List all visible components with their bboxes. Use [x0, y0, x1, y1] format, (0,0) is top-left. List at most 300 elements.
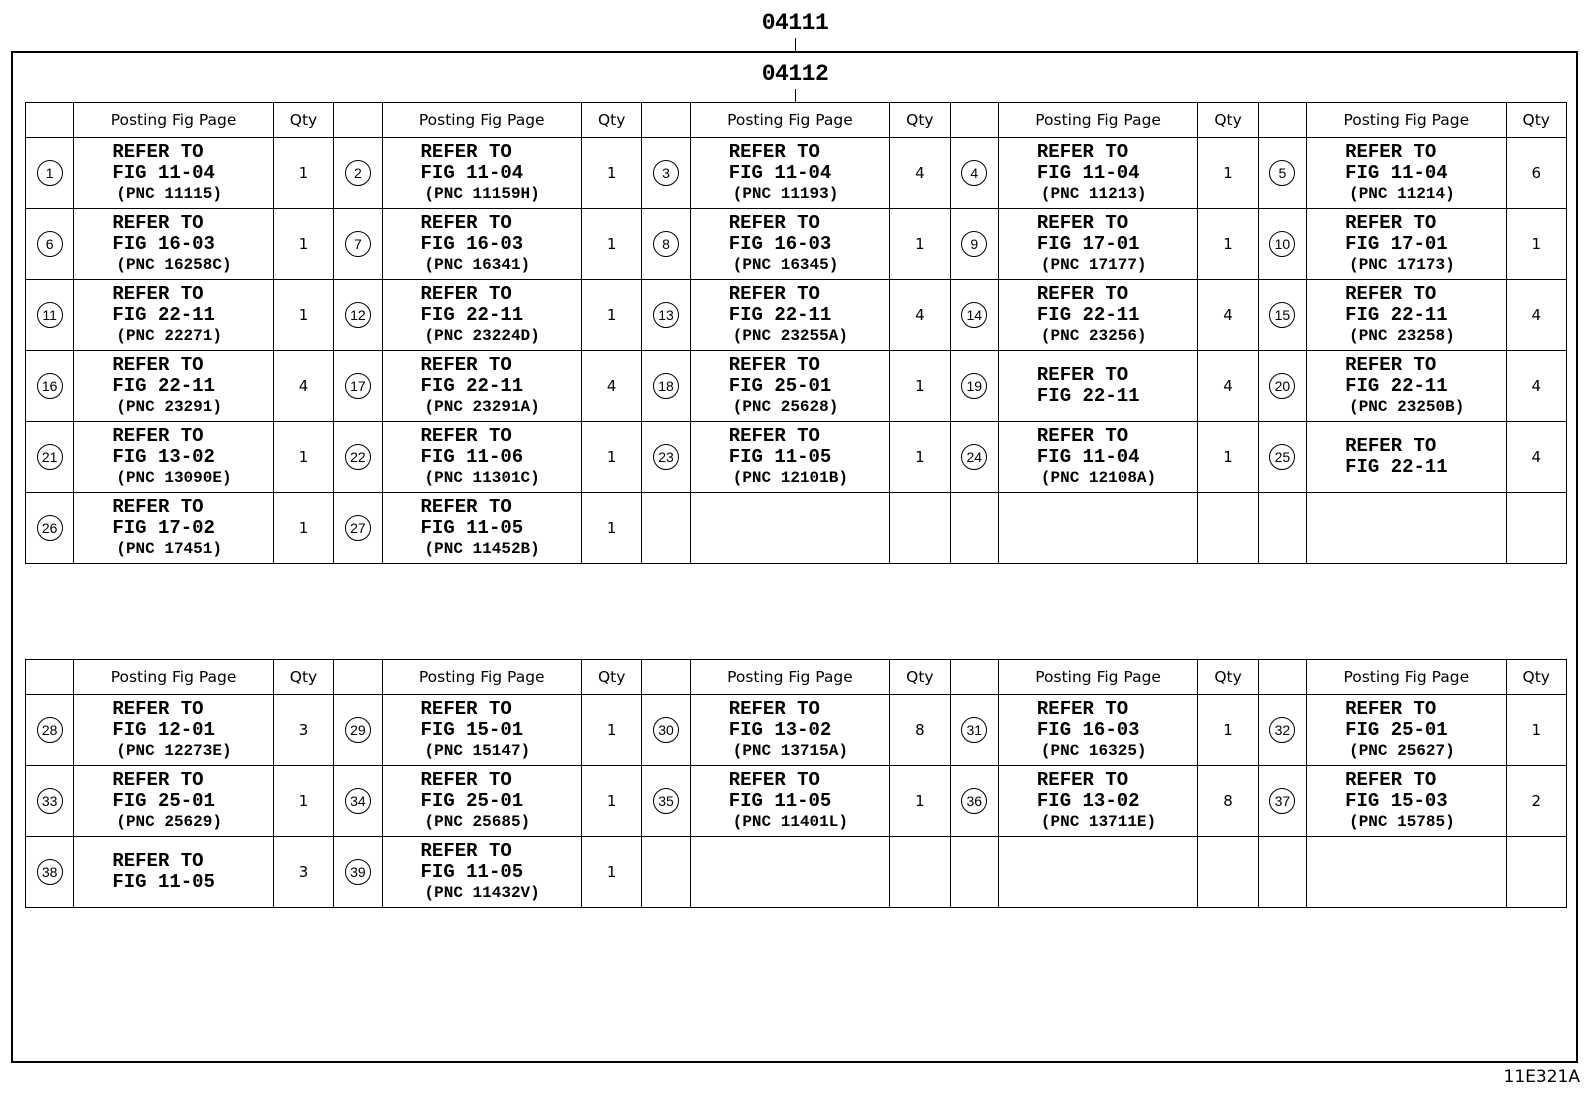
posting-fig-page-cell: [1307, 766, 1506, 837]
item-number-cell: [642, 493, 690, 564]
header-posting-fig-page: Posting Fig Page: [690, 660, 889, 695]
figure-reference: [74, 426, 272, 489]
qty-cell: 1: [273, 766, 333, 837]
qty-cell: 1: [890, 209, 950, 280]
item-number-cell: [642, 209, 690, 280]
qty-cell: 1: [273, 209, 333, 280]
qty-cell: 2: [1506, 766, 1566, 837]
item-number-cell: [26, 351, 74, 422]
refer-to-label: REFER TO: [1345, 768, 1437, 791]
figure-reference: [691, 213, 889, 276]
figure-number: FIG 11-05: [420, 516, 524, 539]
pnc-code: (PNC 25629): [116, 812, 222, 831]
posting-fig-page-cell: [1307, 138, 1506, 209]
figure-reference: [383, 355, 581, 418]
header-qty: Qty: [273, 660, 333, 695]
header-number-cell: [642, 660, 690, 695]
item-number-cell: [950, 837, 998, 908]
header-number-cell: [950, 660, 998, 695]
figure-number: FIG 11-06: [420, 445, 524, 468]
posting-fig-page-cell: [382, 280, 581, 351]
top-part-number: 04111: [761, 10, 829, 36]
qty-cell: 4: [1198, 351, 1258, 422]
figure-number: FIG 13-02: [112, 445, 215, 468]
posting-fig-page-cell: [74, 422, 273, 493]
figure-reference: [1307, 142, 1505, 205]
refer-to-label: REFER TO: [728, 697, 820, 720]
item-number-cell: [642, 138, 690, 209]
pnc-code: (PNC 13715A): [732, 741, 848, 760]
pnc-code: (PNC 17451): [116, 539, 222, 558]
figure-reference: [1307, 213, 1505, 276]
pnc-code: (PNC 23258): [1349, 326, 1455, 345]
header-posting-fig-page: Posting Fig Page: [74, 660, 273, 695]
illustration-code: 11E321A: [1503, 1067, 1580, 1087]
posting-fig-page-cell: [690, 280, 889, 351]
item-number-cell: [26, 766, 74, 837]
qty-cell: 1: [581, 138, 641, 209]
table-row: [26, 422, 1567, 493]
figure-number: FIG 13-02: [1036, 789, 1140, 812]
item-number-circle: 37: [1269, 788, 1295, 814]
qty-cell: 4: [890, 138, 950, 209]
item-number-circle: 33: [37, 788, 63, 814]
qty-cell: 1: [581, 695, 641, 766]
table-row: [26, 138, 1567, 209]
item-number-cell: [334, 837, 382, 908]
item-number-circle: 34: [345, 788, 371, 814]
qty-cell: 3: [273, 837, 333, 908]
figure-number: FIG 11-05: [728, 789, 832, 812]
item-number-cell: [26, 209, 74, 280]
item-number-cell: [1258, 837, 1306, 908]
qty-cell: 1: [581, 766, 641, 837]
item-number-cell: [26, 280, 74, 351]
pnc-code: (PNC 16345): [732, 255, 839, 274]
item-number-circle: 10: [1269, 231, 1295, 257]
item-number-cell: [334, 695, 382, 766]
header-number-cell: [26, 660, 74, 695]
figure-number: FIG 22-11: [112, 374, 215, 397]
pnc-code: (PNC 23291): [116, 397, 222, 416]
refer-to-label: REFER TO: [1036, 364, 1129, 386]
item-number-cell: [642, 766, 690, 837]
pnc-code: (PNC 11301C): [424, 468, 540, 487]
qty-cell: [1198, 837, 1258, 908]
item-number-circle: 29: [345, 717, 371, 743]
item-number-circle: 3: [653, 160, 679, 186]
refer-to-label: REFER TO: [420, 495, 512, 518]
pnc-code: (PNC 25628): [732, 397, 839, 416]
item-number-circle: 7: [345, 231, 371, 257]
item-number-circle: 17: [345, 373, 371, 399]
item-number-cell: [26, 695, 74, 766]
figure-number: FIG 22-11: [1036, 303, 1140, 326]
qty-cell: [1506, 837, 1566, 908]
table-row: [26, 209, 1567, 280]
figure-number: FIG 11-04: [420, 161, 524, 184]
refer-to-label: REFER TO: [420, 353, 512, 376]
item-number-cell: [950, 280, 998, 351]
pnc-code: (PNC 11115): [116, 184, 222, 203]
qty-cell: 4: [1506, 280, 1566, 351]
item-number-circle: 23: [653, 444, 679, 470]
qty-cell: [890, 837, 950, 908]
refer-to-label: REFER TO: [1036, 697, 1129, 720]
item-number-circle: 30: [653, 717, 679, 743]
item-number-cell: [334, 209, 382, 280]
item-number-circle: 28: [37, 717, 63, 743]
figure-reference: [691, 426, 889, 489]
qty-cell: [1506, 493, 1566, 564]
figure-reference: [691, 284, 889, 347]
figure-reference: [383, 142, 581, 205]
refer-to-label: REFER TO: [420, 282, 512, 305]
figure-number: FIG 17-02: [112, 516, 215, 539]
item-number-circle: 20: [1269, 373, 1295, 399]
header-number-cell: [1258, 660, 1306, 695]
qty-cell: 1: [581, 837, 641, 908]
qty-cell: 1: [1506, 209, 1566, 280]
refer-to-label: REFER TO: [420, 424, 512, 447]
figure-number: FIG 11-04: [1036, 161, 1140, 184]
pnc-code: (PNC 15147): [424, 741, 531, 760]
figure-number: FIG 22-11: [420, 374, 524, 397]
refer-to-label: REFER TO: [420, 697, 512, 720]
qty-cell: 1: [1198, 422, 1258, 493]
figure-reference: [691, 770, 889, 833]
item-number-cell: [642, 280, 690, 351]
figure-number: FIG 16-03: [1036, 718, 1140, 741]
header-qty: Qty: [1506, 660, 1566, 695]
header-posting-fig-page: Posting Fig Page: [998, 660, 1197, 695]
refer-to-label: REFER TO: [1345, 697, 1437, 720]
header-qty: Qty: [273, 103, 333, 138]
figure-reference: [74, 284, 272, 347]
item-number-cell: [950, 695, 998, 766]
item-number-cell: [950, 766, 998, 837]
item-number-circle: 8: [653, 231, 679, 257]
item-number-cell: [642, 422, 690, 493]
item-number-cell: [26, 422, 74, 493]
figure-reference: [691, 142, 889, 205]
posting-fig-page-cell: [74, 837, 273, 908]
refer-to-label: REFER TO: [728, 211, 820, 234]
item-number-cell: [950, 493, 998, 564]
figure-reference: [383, 497, 581, 560]
refer-to-label: REFER TO: [728, 353, 820, 376]
refer-to-label: REFER TO: [1036, 768, 1129, 791]
figure-number: FIG 22-11: [420, 303, 524, 326]
header-posting-fig-page: Posting Fig Page: [382, 660, 581, 695]
refer-to-label: REFER TO: [728, 768, 820, 791]
figure-number: FIG 22-11: [112, 303, 215, 326]
qty-cell: 4: [1506, 351, 1566, 422]
header-posting-fig-page: Posting Fig Page: [382, 103, 581, 138]
refer-to-label: REFER TO: [112, 353, 204, 376]
posting-fig-page-cell: [690, 209, 889, 280]
figure-number: FIG 25-01: [420, 789, 524, 812]
qty-cell: [890, 493, 950, 564]
figure-reference: [999, 284, 1197, 347]
parts-reference-table-1: [25, 102, 1567, 564]
refer-to-label: REFER TO: [1036, 211, 1129, 234]
item-number-cell: [1258, 280, 1306, 351]
item-number-cell: [950, 138, 998, 209]
figure-number: FIG 22-11: [1345, 374, 1448, 397]
figure-number: FIG 11-05: [728, 445, 832, 468]
posting-fig-page-cell: [690, 351, 889, 422]
pnc-code: (PNC 11452B): [424, 539, 540, 558]
pnc-code: (PNC 25627): [1349, 741, 1455, 760]
figure-reference: [383, 770, 581, 833]
refer-to-label: REFER TO: [112, 424, 204, 447]
posting-fig-page-cell: [1307, 422, 1506, 493]
figure-reference: [999, 699, 1197, 762]
item-number-cell: [1258, 351, 1306, 422]
item-number-circle: 18: [653, 373, 679, 399]
item-number-cell: [334, 422, 382, 493]
header-number-cell: [26, 103, 74, 138]
figure-number: FIG 17-01: [1036, 232, 1140, 255]
refer-to-label: REFER TO: [1345, 353, 1437, 376]
posting-fig-page-cell: [74, 280, 273, 351]
item-number-circle: 12: [345, 302, 371, 328]
posting-fig-page-cell: [382, 351, 581, 422]
figure-number: FIG 16-03: [420, 232, 524, 255]
pnc-code: (PNC 12108A): [1040, 468, 1157, 487]
item-number-cell: [334, 351, 382, 422]
item-number-cell: [1258, 138, 1306, 209]
figure-number: FIG 16-03: [112, 232, 215, 255]
figure-reference: [383, 426, 581, 489]
item-number-cell: [1258, 209, 1306, 280]
refer-to-label: REFER TO: [1345, 435, 1437, 457]
pnc-code: (PNC 17177): [1040, 255, 1147, 274]
pnc-code: (PNC 11159H): [424, 184, 540, 203]
item-number-circle: 22: [345, 444, 371, 470]
posting-fig-page-cell: [74, 351, 273, 422]
pnc-code: (PNC 23255A): [732, 326, 848, 345]
pnc-code: (PNC 12101B): [732, 468, 848, 487]
item-number-circle: 39: [345, 859, 371, 885]
pnc-code: (PNC 11401L): [732, 812, 848, 831]
item-number-cell: [950, 422, 998, 493]
item-number-circle: 13: [653, 302, 679, 328]
pnc-code: (PNC 12273E): [116, 741, 232, 760]
header-posting-fig-page: Posting Fig Page: [998, 103, 1197, 138]
posting-fig-page-cell: [998, 280, 1197, 351]
header-number-cell: [642, 103, 690, 138]
item-number-cell: [26, 138, 74, 209]
figure-reference: [383, 699, 581, 762]
posting-fig-page-cell: [998, 422, 1197, 493]
posting-fig-page-cell: [74, 138, 273, 209]
posting-fig-page-cell: [382, 138, 581, 209]
table-row: [26, 766, 1567, 837]
figure-reference: [74, 851, 272, 893]
item-number-cell: [26, 837, 74, 908]
figure-reference: [1307, 699, 1505, 762]
table-row: [26, 837, 1567, 908]
posting-fig-page-cell: [998, 837, 1197, 908]
header-number-cell: [1258, 103, 1306, 138]
qty-cell: 1: [1506, 695, 1566, 766]
posting-fig-page-cell: [998, 351, 1197, 422]
figure-reference: [1307, 770, 1505, 833]
refer-to-label: REFER TO: [1345, 211, 1437, 234]
figure-number: FIG 16-03: [728, 232, 832, 255]
table-row: [26, 351, 1567, 422]
top-part-leader: [795, 38, 796, 51]
refer-to-label: REFER TO: [1345, 140, 1437, 163]
posting-fig-page-cell: [998, 695, 1197, 766]
qty-cell: 4: [1506, 422, 1566, 493]
figure-reference: [383, 841, 581, 904]
refer-to-label: REFER TO: [728, 424, 820, 447]
item-number-circle: 14: [961, 302, 987, 328]
header-posting-fig-page: Posting Fig Page: [1307, 660, 1506, 695]
header-number-cell: [334, 660, 382, 695]
inner-part-number: 04112: [761, 61, 829, 87]
qty-cell: 1: [890, 422, 950, 493]
figure-reference: [74, 355, 272, 418]
posting-fig-page-cell: [690, 422, 889, 493]
posting-fig-page-cell: [1307, 280, 1506, 351]
posting-fig-page-cell: [998, 138, 1197, 209]
item-number-cell: [950, 351, 998, 422]
header-qty: Qty: [1198, 660, 1258, 695]
posting-fig-page-cell: [690, 695, 889, 766]
figure-number: FIG 11-04: [1036, 445, 1140, 468]
pnc-code: (PNC 16258C): [116, 255, 232, 274]
item-number-cell: [334, 138, 382, 209]
refer-to-label: REFER TO: [112, 140, 204, 163]
item-number-cell: [1258, 695, 1306, 766]
qty-cell: 1: [890, 766, 950, 837]
item-number-circle: 5: [1269, 160, 1295, 186]
posting-fig-page-cell: [690, 766, 889, 837]
item-number-circle: 11: [37, 302, 63, 328]
item-number-cell: [1258, 493, 1306, 564]
item-number-circle: 31: [961, 717, 987, 743]
refer-to-label: REFER TO: [112, 697, 204, 720]
figure-number: FIG 25-01: [1345, 718, 1448, 741]
pnc-code: (PNC 11213): [1040, 184, 1147, 203]
pnc-code: (PNC 22271): [116, 326, 222, 345]
posting-fig-page-cell: [690, 138, 889, 209]
item-number-circle: 27: [345, 515, 371, 541]
item-number-cell: [334, 766, 382, 837]
refer-to-label: REFER TO: [420, 140, 512, 163]
item-number-circle: 6: [37, 231, 63, 257]
item-number-circle: 19: [961, 373, 987, 399]
figure-number: FIG 25-01: [728, 374, 832, 397]
figure-reference: [74, 142, 272, 205]
posting-fig-page-cell: [1307, 351, 1506, 422]
figure-reference: [691, 699, 889, 762]
figure-number: FIG 12-01: [112, 718, 215, 741]
posting-fig-page-cell: [74, 695, 273, 766]
item-number-cell: [1258, 766, 1306, 837]
figure-number: FIG 15-03: [1345, 789, 1448, 812]
refer-to-label: REFER TO: [1345, 282, 1437, 305]
qty-cell: 1: [273, 138, 333, 209]
pnc-code: (PNC 11193): [732, 184, 839, 203]
pnc-code: (PNC 16325): [1040, 741, 1147, 760]
posting-fig-page-cell: [382, 209, 581, 280]
item-number-circle: 38: [37, 859, 63, 885]
pnc-code: (PNC 23224D): [424, 326, 540, 345]
item-number-circle: 36: [961, 788, 987, 814]
inner-part-leader: [795, 89, 796, 102]
pnc-code: (PNC 15785): [1349, 812, 1455, 831]
item-number-cell: [26, 493, 74, 564]
qty-cell: 1: [581, 209, 641, 280]
posting-fig-page-cell: [74, 209, 273, 280]
refer-to-label: REFER TO: [112, 850, 204, 872]
qty-cell: 1: [581, 280, 641, 351]
header-row: [26, 660, 1567, 695]
refer-to-label: REFER TO: [1036, 140, 1129, 163]
posting-fig-page-cell: [998, 766, 1197, 837]
figure-number: FIG 11-05: [420, 860, 524, 883]
item-number-circle: 26: [37, 515, 63, 541]
header-row: [26, 103, 1567, 138]
pnc-code: (PNC 17173): [1349, 255, 1455, 274]
header-number-cell: [950, 103, 998, 138]
refer-to-label: REFER TO: [112, 495, 204, 518]
figure-number: FIG 13-02: [728, 718, 832, 741]
item-number-cell: [334, 493, 382, 564]
figure-number: FIG 11-04: [728, 161, 832, 184]
figure-reference: [999, 770, 1197, 833]
figure-reference: [999, 142, 1197, 205]
figure-reference: [74, 770, 272, 833]
pnc-code: (PNC 11214): [1349, 184, 1455, 203]
header-qty: Qty: [581, 103, 641, 138]
figure-reference: [1307, 436, 1505, 478]
posting-fig-page-cell: [1307, 695, 1506, 766]
item-number-cell: [642, 351, 690, 422]
item-number-circle: 9: [961, 231, 987, 257]
item-number-circle: 4: [961, 160, 987, 186]
refer-to-label: REFER TO: [728, 282, 820, 305]
table-row: [26, 280, 1567, 351]
item-number-circle: 16: [37, 373, 63, 399]
figure-reference: [691, 355, 889, 418]
pnc-code: (PNC 13090E): [116, 468, 232, 487]
item-number-cell: [642, 837, 690, 908]
table-row: [26, 493, 1567, 564]
qty-cell: [1198, 493, 1258, 564]
figure-reference: [999, 213, 1197, 276]
item-number-cell: [334, 280, 382, 351]
qty-cell: 6: [1506, 138, 1566, 209]
figure-reference: [74, 213, 272, 276]
item-number-cell: [642, 695, 690, 766]
posting-fig-page-cell: [690, 493, 889, 564]
figure-reference: [999, 426, 1197, 489]
figure-number: FIG 11-04: [112, 161, 215, 184]
pnc-code: (PNC 25685): [424, 812, 531, 831]
table-row: [26, 695, 1567, 766]
figure-reference: [74, 497, 272, 560]
qty-cell: 1: [581, 493, 641, 564]
qty-cell: 1: [273, 280, 333, 351]
qty-cell: 1: [1198, 138, 1258, 209]
figure-number: FIG 22-11: [1345, 456, 1448, 478]
